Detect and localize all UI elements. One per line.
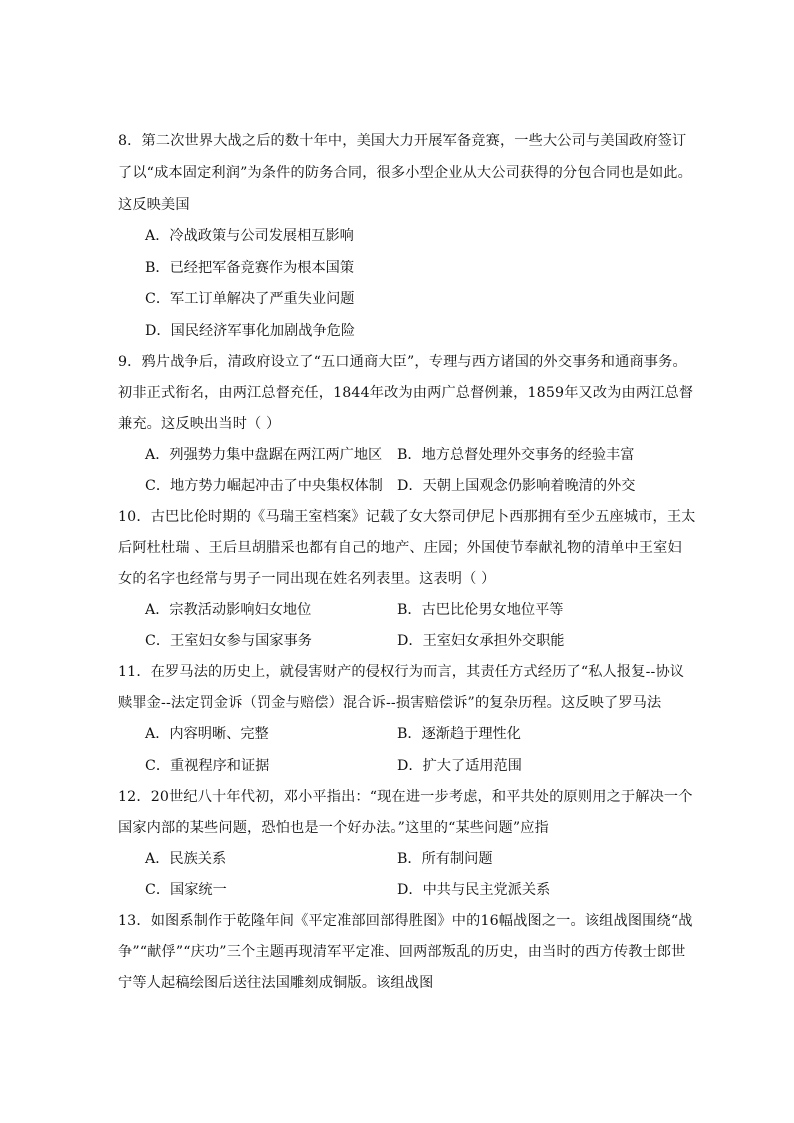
question-10-option-c: C．王室妇女参与国家事务 [145, 633, 312, 649]
question-11-option-d: D．扩大了适用范围 [397, 758, 522, 774]
question-11-option-b: B．逐渐趋于理性化 [397, 726, 521, 742]
question-10-stem-line-1: 10．古巴比伦时期的《马瑞王室档案》记载了女大祭司伊尼卜西那拥有至少五座城市，王太 [118, 509, 696, 525]
question-12-option-c: C．国家统一 [145, 882, 227, 898]
question-8-option-b: B．已经把军备竞赛作为根本国策 [145, 260, 355, 276]
question-13-stem-line-3: 宁等人起稿绘图后送往法国雕刻成铜版。该组战图 [118, 975, 434, 991]
question-9-option-c: C．地方势力崛起冲击了中央集权体制 [145, 478, 383, 494]
question-13-stem-line-1: 13．如图系制作于乾隆年间《平定准部回部得胜图》中的16幅战图之一。该组战图围绕“战 [118, 913, 693, 929]
question-12-option-a: A．民族关系 [145, 851, 227, 867]
question-9-option-a: A．列强势力集中盘踞在两江两广地区 [145, 447, 383, 463]
question-10-option-d: D．王室妇女承担外交职能 [397, 633, 565, 649]
question-10-stem-line-3: 女的名字也经常与男子一同出现在姓名列表里。这表明（ ） [118, 571, 496, 587]
question-9-stem-line-3: 兼充。这反映出当时（ ） [118, 416, 281, 432]
question-9-stem-line-2: 初非正式衔名，由两江总督充任，1844年改为由两广总督例兼，1859年又改为由两江总督 [118, 385, 694, 401]
question-10-stem-line-2: 后阿杜杜瑞 、王后旦胡腊采也都有自己的地产、庄园；外国使节奉献礼物的清单中王室妇 [118, 540, 682, 556]
question-9-stem-line-1: 9．鸦片战争后，清政府设立了“五口通商大臣”，专理与西方诸国的外交事务和通商事务。 [118, 354, 687, 370]
question-13-stem-line-2: 争”“献俘”“庆功”三个主题再现清军平定准、回两部叛乱的历史，由当时的西方传教士郎世 [118, 944, 686, 960]
question-8-stem-line-2: 了以“成本固定利润”为条件的防务合同，很多小型企业从大公司获得的分包合同也是如此。 [118, 165, 692, 181]
question-11-option-c: C．重视程序和证据 [145, 758, 270, 774]
question-12-stem-line-2: 国家内部的某些问题，恐怕也是一个好办法。”这里的“某些问题”应指 [118, 820, 549, 836]
question-12-stem-line-1: 12．20世纪八十年代初，邓小平指出：“现在进一步考虑，和平共处的原则用之于解决一个 [118, 789, 693, 805]
question-8-stem-line-1: 8．第二次世界大战之后的数十年中，美国大力开展军备竞赛，一些大公司与美国政府签订 [118, 133, 687, 149]
question-12-option-b: B．所有制问题 [397, 851, 493, 867]
question-10-option-b: B．古巴比伦男女地位平等 [397, 602, 564, 618]
question-8-stem-line-3: 这反映美国 [118, 197, 190, 213]
question-11-option-a: A．内容明晰、完整 [145, 726, 269, 742]
question-11-stem-line-2: 赎罪金--法定罚金诉（罚金与赔偿）混合诉--损害赔偿诉”的复杂历程。这反映了罗马法 [118, 695, 662, 711]
question-9-option-d: D．天朝上国观念仍影响着晚清的外交 [397, 478, 636, 494]
question-11-stem-line-1: 11．在罗马法的历史上，就侵害财产的侵权行为而言，其责任方式经历了“私人报复--协议 [118, 664, 685, 680]
question-8-option-d: D．国民经济军事化加剧战争危险 [145, 323, 356, 339]
question-8-option-a: A．冷战政策与公司发展相互影响 [145, 228, 354, 244]
question-9-option-b: B．地方总督处理外交事务的经验丰富 [397, 447, 635, 463]
question-10-option-a: A．宗教活动影响妇女地位 [145, 602, 312, 618]
question-8-option-c: C．军工订单解决了严重失业问题 [145, 291, 355, 307]
question-12-option-d: D．中共与民主党派关系 [397, 882, 551, 898]
